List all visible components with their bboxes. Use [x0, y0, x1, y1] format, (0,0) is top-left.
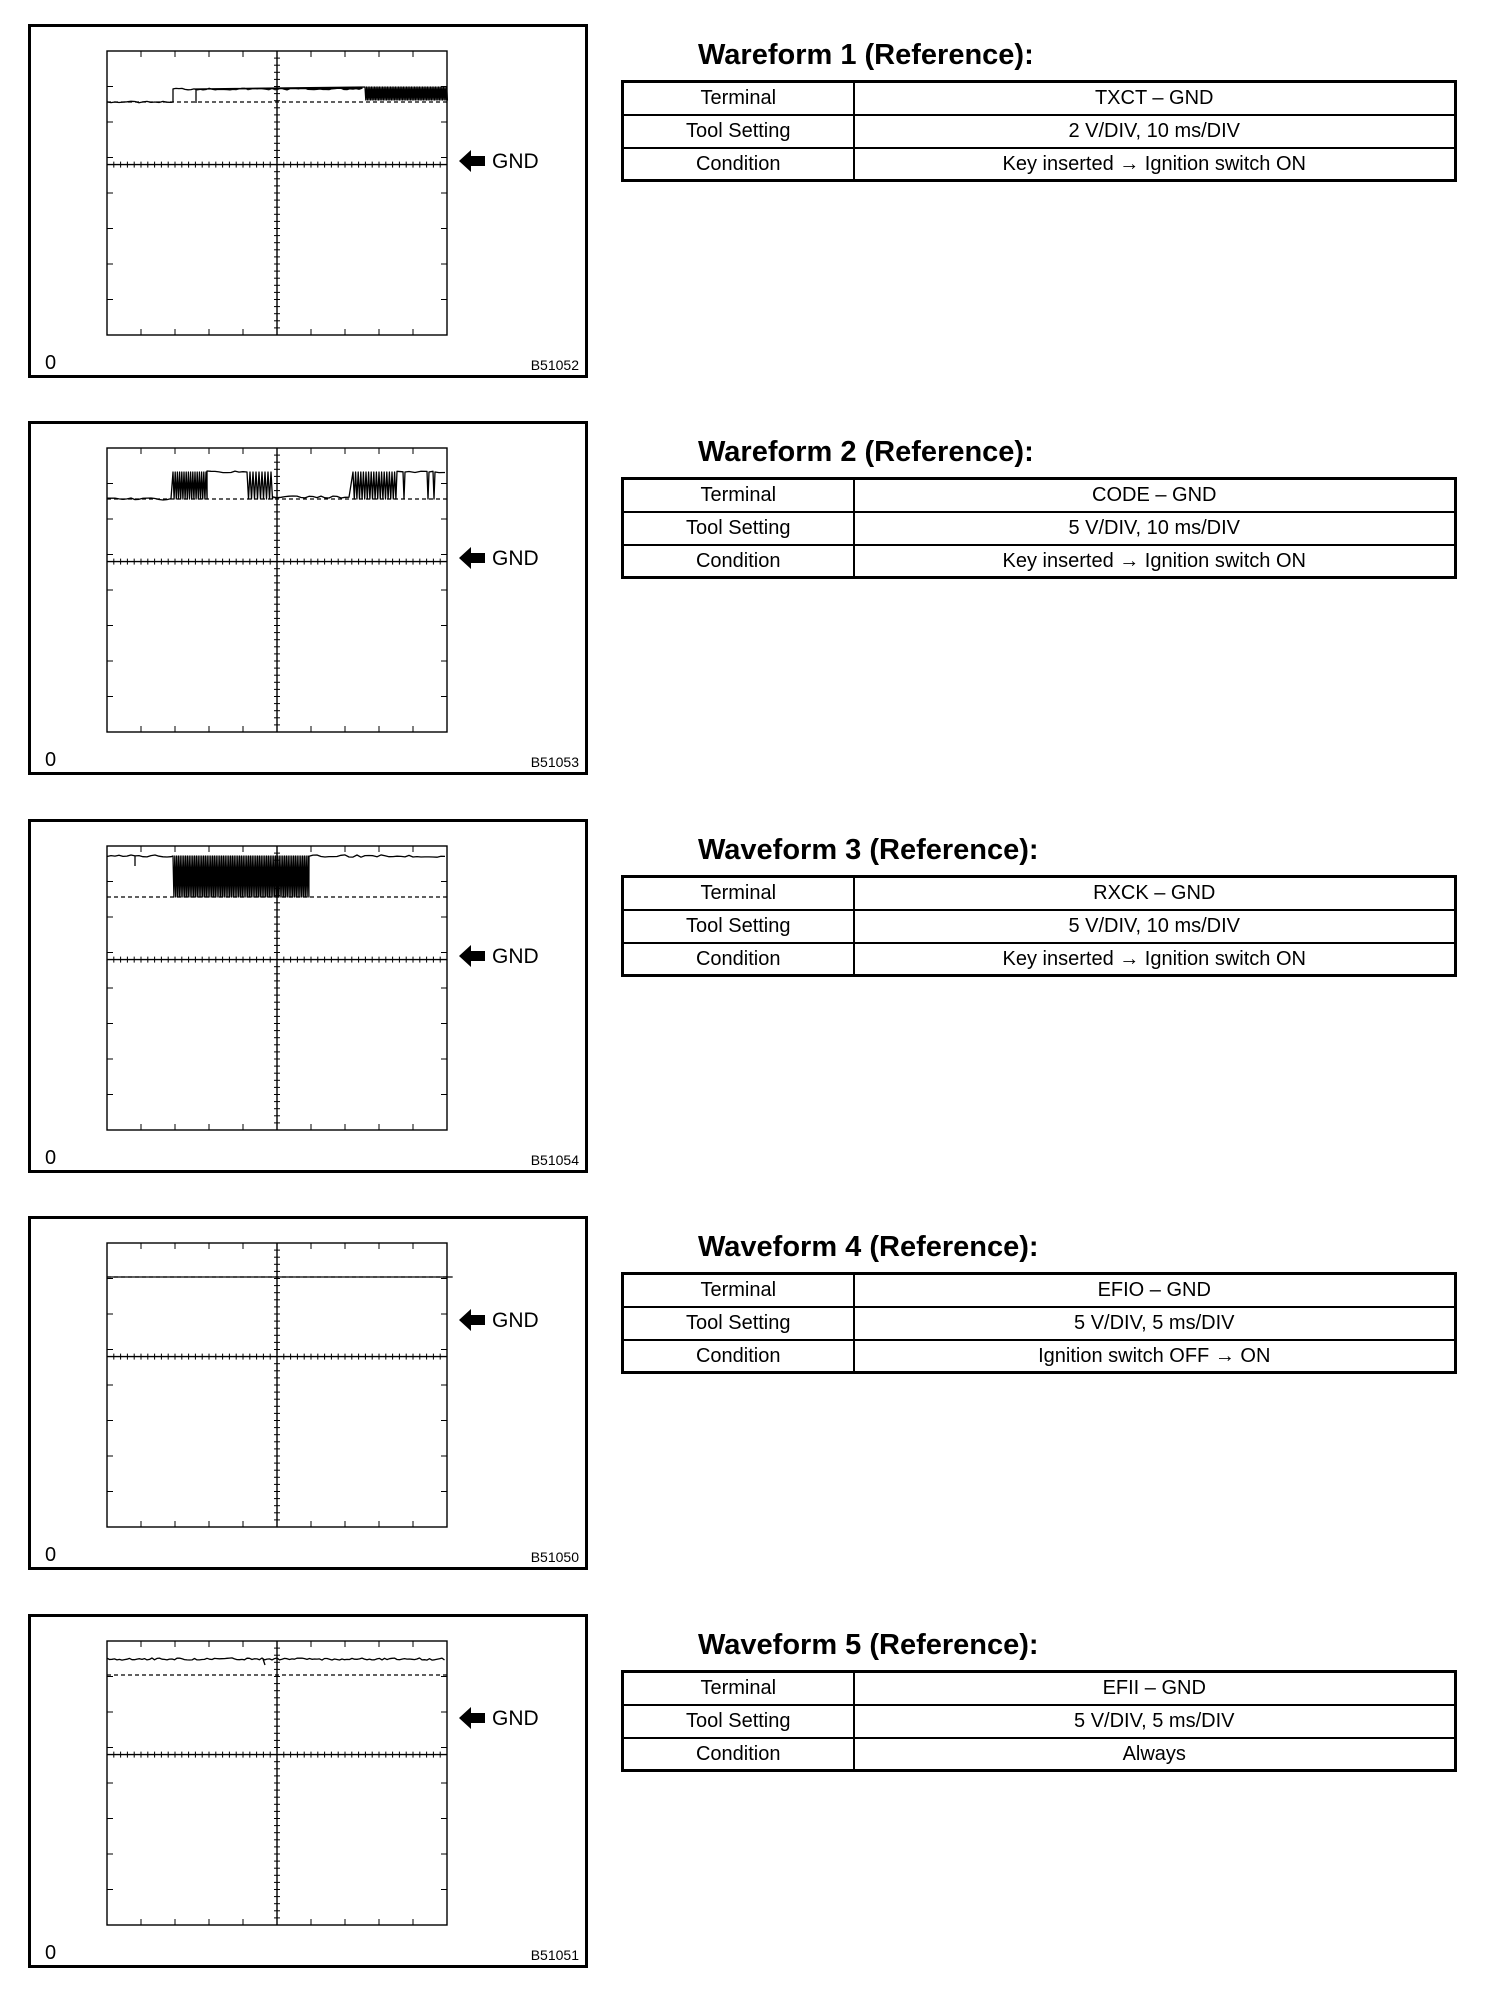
waveform-title: Wareform 1 (Reference):: [698, 39, 1034, 71]
row-key: Condition: [623, 943, 854, 976]
row-value: 5 V/DIV, 5 ms/DIV: [854, 1705, 1456, 1738]
gnd-marker: [459, 1306, 539, 1334]
waveform-title: Wareform 2 (Reference):: [698, 436, 1034, 468]
arrow-left-icon: [459, 150, 485, 172]
table-row-tool-setting: [623, 1705, 1456, 1738]
table-row-tool-setting: [623, 115, 1456, 148]
row-key: Terminal: [623, 1274, 854, 1307]
waveform-title: Waveform 5 (Reference):: [698, 1629, 1039, 1661]
oscilloscope-figure: [28, 421, 588, 775]
row-key: Terminal: [623, 1672, 854, 1705]
figure-code: B51052: [530, 357, 579, 373]
table-row-terminal: [623, 1672, 1456, 1705]
oscilloscope-screen: [31, 27, 585, 375]
oscilloscope-screen: [31, 1219, 585, 1567]
zero-label: 0: [45, 749, 57, 771]
table-row-terminal: [623, 1274, 1456, 1307]
gnd-label: GND: [492, 1706, 539, 1730]
table-row-tool-setting: [623, 910, 1456, 943]
arrow-left-icon: [459, 1309, 485, 1331]
signal-trace: [107, 855, 445, 897]
figure-code: B51054: [530, 1152, 579, 1168]
row-value: CODE – GND: [854, 479, 1456, 512]
row-value: Ignition switch OFF → ON: [854, 1340, 1456, 1373]
row-key: Tool Setting: [623, 1307, 854, 1340]
table-row-terminal: [623, 877, 1456, 910]
table-row-terminal: [623, 479, 1456, 512]
table-row-tool-setting: [623, 512, 1456, 545]
row-value: Key inserted → Ignition switch ON: [854, 545, 1456, 578]
waveform-block-2: [0, 397, 1504, 795]
zero-label: 0: [45, 352, 57, 374]
gnd-label: GND: [492, 546, 539, 570]
row-key: Condition: [623, 148, 854, 181]
zero-label: 0: [45, 1942, 57, 1964]
row-value: Key inserted → Ignition switch ON: [854, 943, 1456, 976]
figure-code: B51051: [530, 1947, 579, 1963]
oscilloscope-screen: [31, 424, 585, 772]
table-row-condition: [623, 943, 1456, 976]
spec-table: [621, 1272, 1457, 1374]
table-row-condition: [623, 1738, 1456, 1771]
oscilloscope-figure: [28, 1216, 588, 1570]
row-key: Tool Setting: [623, 512, 854, 545]
spec-table: [621, 80, 1457, 182]
row-key: Tool Setting: [623, 115, 854, 148]
row-key: Condition: [623, 545, 854, 578]
row-key: Condition: [623, 1738, 854, 1771]
row-value: EFIO – GND: [854, 1274, 1456, 1307]
spec-table: [621, 1670, 1457, 1772]
table-row-condition: [623, 545, 1456, 578]
row-value: 5 V/DIV, 10 ms/DIV: [854, 910, 1456, 943]
table-row-tool-setting: [623, 1307, 1456, 1340]
arrow-left-icon: [459, 1707, 485, 1729]
figure-code: B51050: [530, 1549, 579, 1565]
oscilloscope-screen: [31, 822, 585, 1170]
row-value: RXCK – GND: [854, 877, 1456, 910]
signal-trace: [107, 471, 445, 500]
row-value: TXCT – GND: [854, 82, 1456, 115]
row-value: 2 V/DIV, 10 ms/DIV: [854, 115, 1456, 148]
gnd-label: GND: [492, 1308, 539, 1332]
gnd-marker: [459, 544, 539, 572]
waveform-block-1: [0, 0, 1504, 398]
row-key: Terminal: [623, 82, 854, 115]
gnd-marker: [459, 147, 539, 175]
row-key: Condition: [623, 1340, 854, 1373]
row-value: EFII – GND: [854, 1672, 1456, 1705]
waveform-title: Waveform 3 (Reference):: [698, 834, 1039, 866]
waveform-block-3: [0, 795, 1504, 1193]
table-row-terminal: [623, 82, 1456, 115]
row-value: Always: [854, 1738, 1456, 1771]
row-key: Tool Setting: [623, 910, 854, 943]
row-value: 5 V/DIV, 5 ms/DIV: [854, 1307, 1456, 1340]
oscilloscope-figure: [28, 24, 588, 378]
zero-label: 0: [45, 1544, 57, 1566]
signal-trace: [107, 1658, 445, 1660]
arrow-left-icon: [459, 547, 485, 569]
arrow-left-icon: [459, 945, 485, 967]
table-row-condition: [623, 1340, 1456, 1373]
gnd-label: GND: [492, 149, 539, 173]
spec-table: [621, 875, 1457, 977]
gnd-marker: [459, 1704, 539, 1732]
table-row-condition: [623, 148, 1456, 181]
waveform-block-4: [0, 1192, 1504, 1590]
figure-code: B51053: [530, 754, 579, 770]
zero-label: 0: [45, 1147, 57, 1169]
waveform-block-5: [0, 1590, 1504, 1988]
oscilloscope-figure: [28, 819, 588, 1173]
row-value: 5 V/DIV, 10 ms/DIV: [854, 512, 1456, 545]
row-value: Key inserted → Ignition switch ON: [854, 148, 1456, 181]
row-key: Tool Setting: [623, 1705, 854, 1738]
row-key: Terminal: [623, 479, 854, 512]
spec-table: [621, 477, 1457, 579]
row-key: Terminal: [623, 877, 854, 910]
oscilloscope-figure: [28, 1614, 588, 1968]
gnd-marker: [459, 942, 539, 970]
gnd-label: GND: [492, 944, 539, 968]
waveform-title: Waveform 4 (Reference):: [698, 1231, 1039, 1263]
oscilloscope-screen: [31, 1617, 585, 1965]
